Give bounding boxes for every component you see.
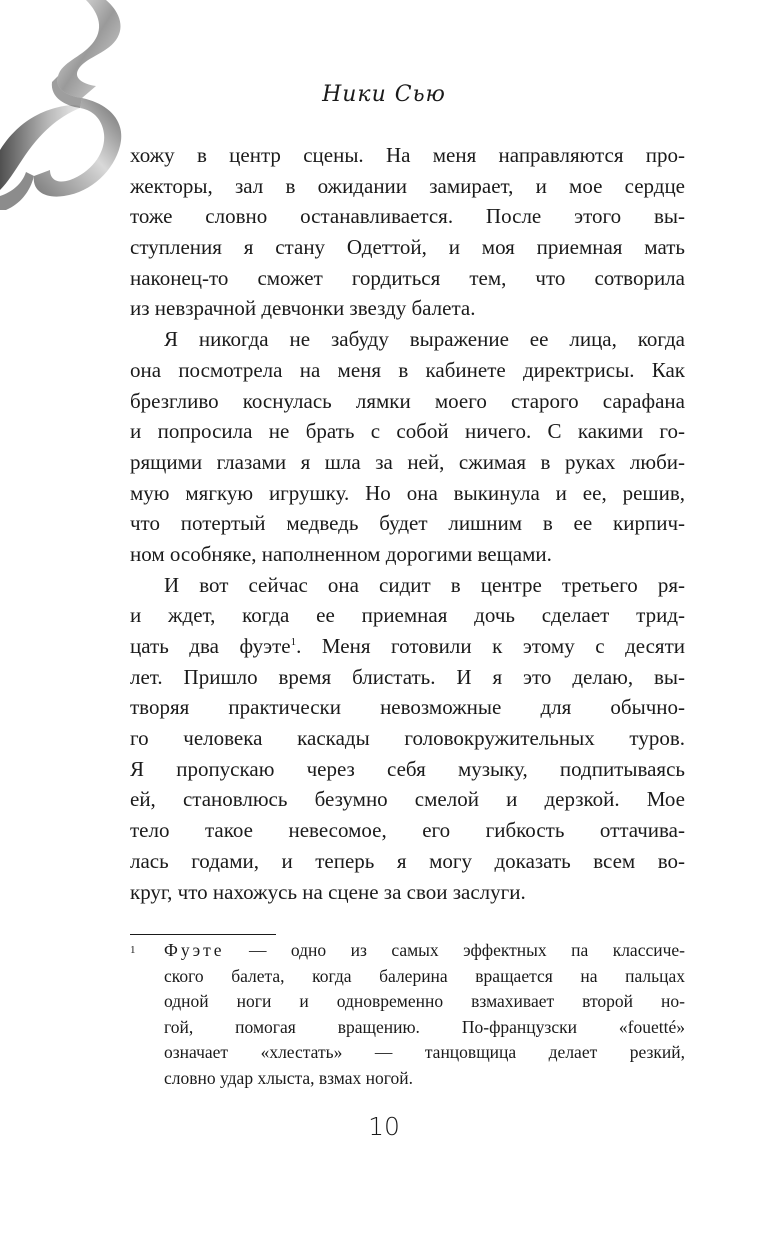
body-text <box>130 140 685 907</box>
footnote-line: словно удар хлыста, взмах ногой. <box>164 1067 413 1088</box>
text-line: хожу в центр сцены. На меня направляются про- <box>130 143 685 167</box>
footnote <box>130 938 685 1092</box>
footnote-text: — одно из самых эффектных па классиче- <box>224 940 685 960</box>
text-line: рящими глазами я шла за ней, сжимая в руках люби- <box>130 449 685 474</box>
footnote-reference: 1 <box>290 636 297 648</box>
text-line: круг, что нахожусь на сцене за свои заслуги. <box>130 879 526 904</box>
text-line: ей, становлюсь безумно смелой и дерзкой. Мое <box>130 787 685 812</box>
footnote-line: ского балета, когда балерина вращается на пальцах <box>164 965 685 986</box>
text-line: и ждет, когда ее приемная дочь сделает трид- <box>130 603 685 628</box>
text-line: ном особняке, наполненном дорогими вещами. <box>130 541 552 566</box>
footnote-divider <box>130 934 276 935</box>
text-line: брезгливо коснулась лямки моего старого сарафана <box>130 388 685 413</box>
text-line: наконец-то сможет гордиться тем, что сотворила <box>130 265 685 290</box>
text-line: жекторы, зал в ожидании замирает, и мое сердце <box>130 173 685 198</box>
page-number: 10 <box>368 1112 400 1141</box>
text-line: она посмотрела на меня в кабинете директрисы. Как <box>130 357 685 382</box>
text-line: мую мягкую игрушку. Но она выкинула и ее, решив, <box>130 480 685 505</box>
text-line: го человека каскады головокружительных туров. <box>130 726 685 751</box>
text-line: лась годами, и теперь я могу доказать всем во- <box>130 848 685 873</box>
running-head-author: Ники Сью <box>322 82 446 107</box>
text-segment: цать два фуэте <box>130 634 291 658</box>
text-line: ступления я стану Одеттой, и моя приемная мать <box>130 235 685 260</box>
footnote-line <box>130 938 685 964</box>
footnote-line: гой, помогая вращению. По-французски «fouetté» <box>164 1016 685 1037</box>
text-line: лет. Пришло время блистать. И я это делаю, вы- <box>130 664 685 689</box>
text-line: из невзрачной девчонки звезду балета. <box>130 296 476 321</box>
footnote-marker: 1 <box>130 944 136 956</box>
text-line: И вот сейчас она сидит в центре третьего ря- <box>164 572 685 597</box>
text-line: и попросила не брать с собой ничего. С какими го- <box>130 419 685 444</box>
text-line: Я никогда не забуду выражение ее лица, когда <box>164 327 685 352</box>
text-line: творяя практически невозможные для обычно- <box>130 695 685 720</box>
footnote-line: одной ноги и одновременно взмахивает второй но- <box>164 991 685 1012</box>
footnote-line: означает «хлестать» — танцовщица делает резкий, <box>164 1042 685 1063</box>
text-line: тоже словно останавливается. После этого вы- <box>130 204 685 229</box>
text-line: Я пропускаю через себя музыку, подпитываясь <box>130 756 685 781</box>
footnote-term: Фуэте <box>164 940 225 960</box>
text-line-with-footnote-ref <box>130 631 685 662</box>
text-line: что потертый медведь будет лишним в ее кирпич- <box>130 511 685 536</box>
text-line: тело такое невесомое, его гибкость оттачива- <box>130 818 685 843</box>
text-segment: . Меня готовили к этому с десяти <box>296 634 686 658</box>
